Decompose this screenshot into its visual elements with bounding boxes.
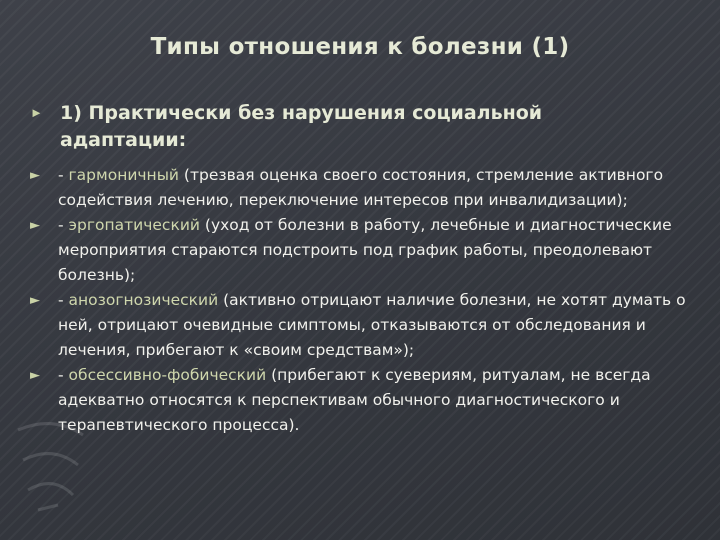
item-prefix: -: [58, 216, 69, 234]
list-item-ergopathic: [30, 213, 695, 288]
item-term: анозогнозический: [68, 291, 219, 309]
list-item-harmonious: [30, 163, 695, 213]
section-heading-text: 1) Практически без нарушения социальной адаптации:: [60, 102, 543, 151]
item-description: (трезвая оценка своего состояния, стремление активного содействия лечению, переключение интересов при инвалидизации);: [58, 166, 664, 209]
item-description: (уход от болезни в работу, лечебные и диагностические мероприятия стараются подстроить под график работы, преодолевают болезнь);: [58, 216, 672, 284]
item-term: гармоничный: [68, 166, 179, 184]
item-term: эргопатический: [68, 216, 200, 234]
item-prefix: -: [58, 291, 69, 309]
bullet-arrow-icon: ►: [30, 368, 40, 383]
item-description: (прибегают к суевериям, ритуалам, не всегда адекватно относятся к перспективам обычного диагностического и терапевтического процесса).: [58, 366, 651, 434]
bullet-list: [30, 163, 695, 438]
list-item-anosognosic: [30, 288, 695, 363]
item-description: (активно отрицают наличие болезни, не хотят думать о ней, отрицают очевидные симптомы, отказываются от обследования и лечения, прибегают к «своим средствам»);: [58, 291, 686, 359]
list-item-obsessive-phobic: [30, 363, 695, 438]
bullet-arrow-icon: ►: [30, 218, 40, 233]
item-prefix: -: [58, 366, 69, 384]
bullet-arrow-icon: ►: [30, 105, 43, 120]
item-term: обсессивно-фобический: [68, 366, 267, 384]
item-prefix: -: [58, 166, 69, 184]
slide-title: Типы отношения к болезни (1): [150, 34, 570, 60]
bullet-arrow-icon: ►: [30, 168, 40, 183]
bullet-arrow-icon: ►: [30, 293, 40, 308]
